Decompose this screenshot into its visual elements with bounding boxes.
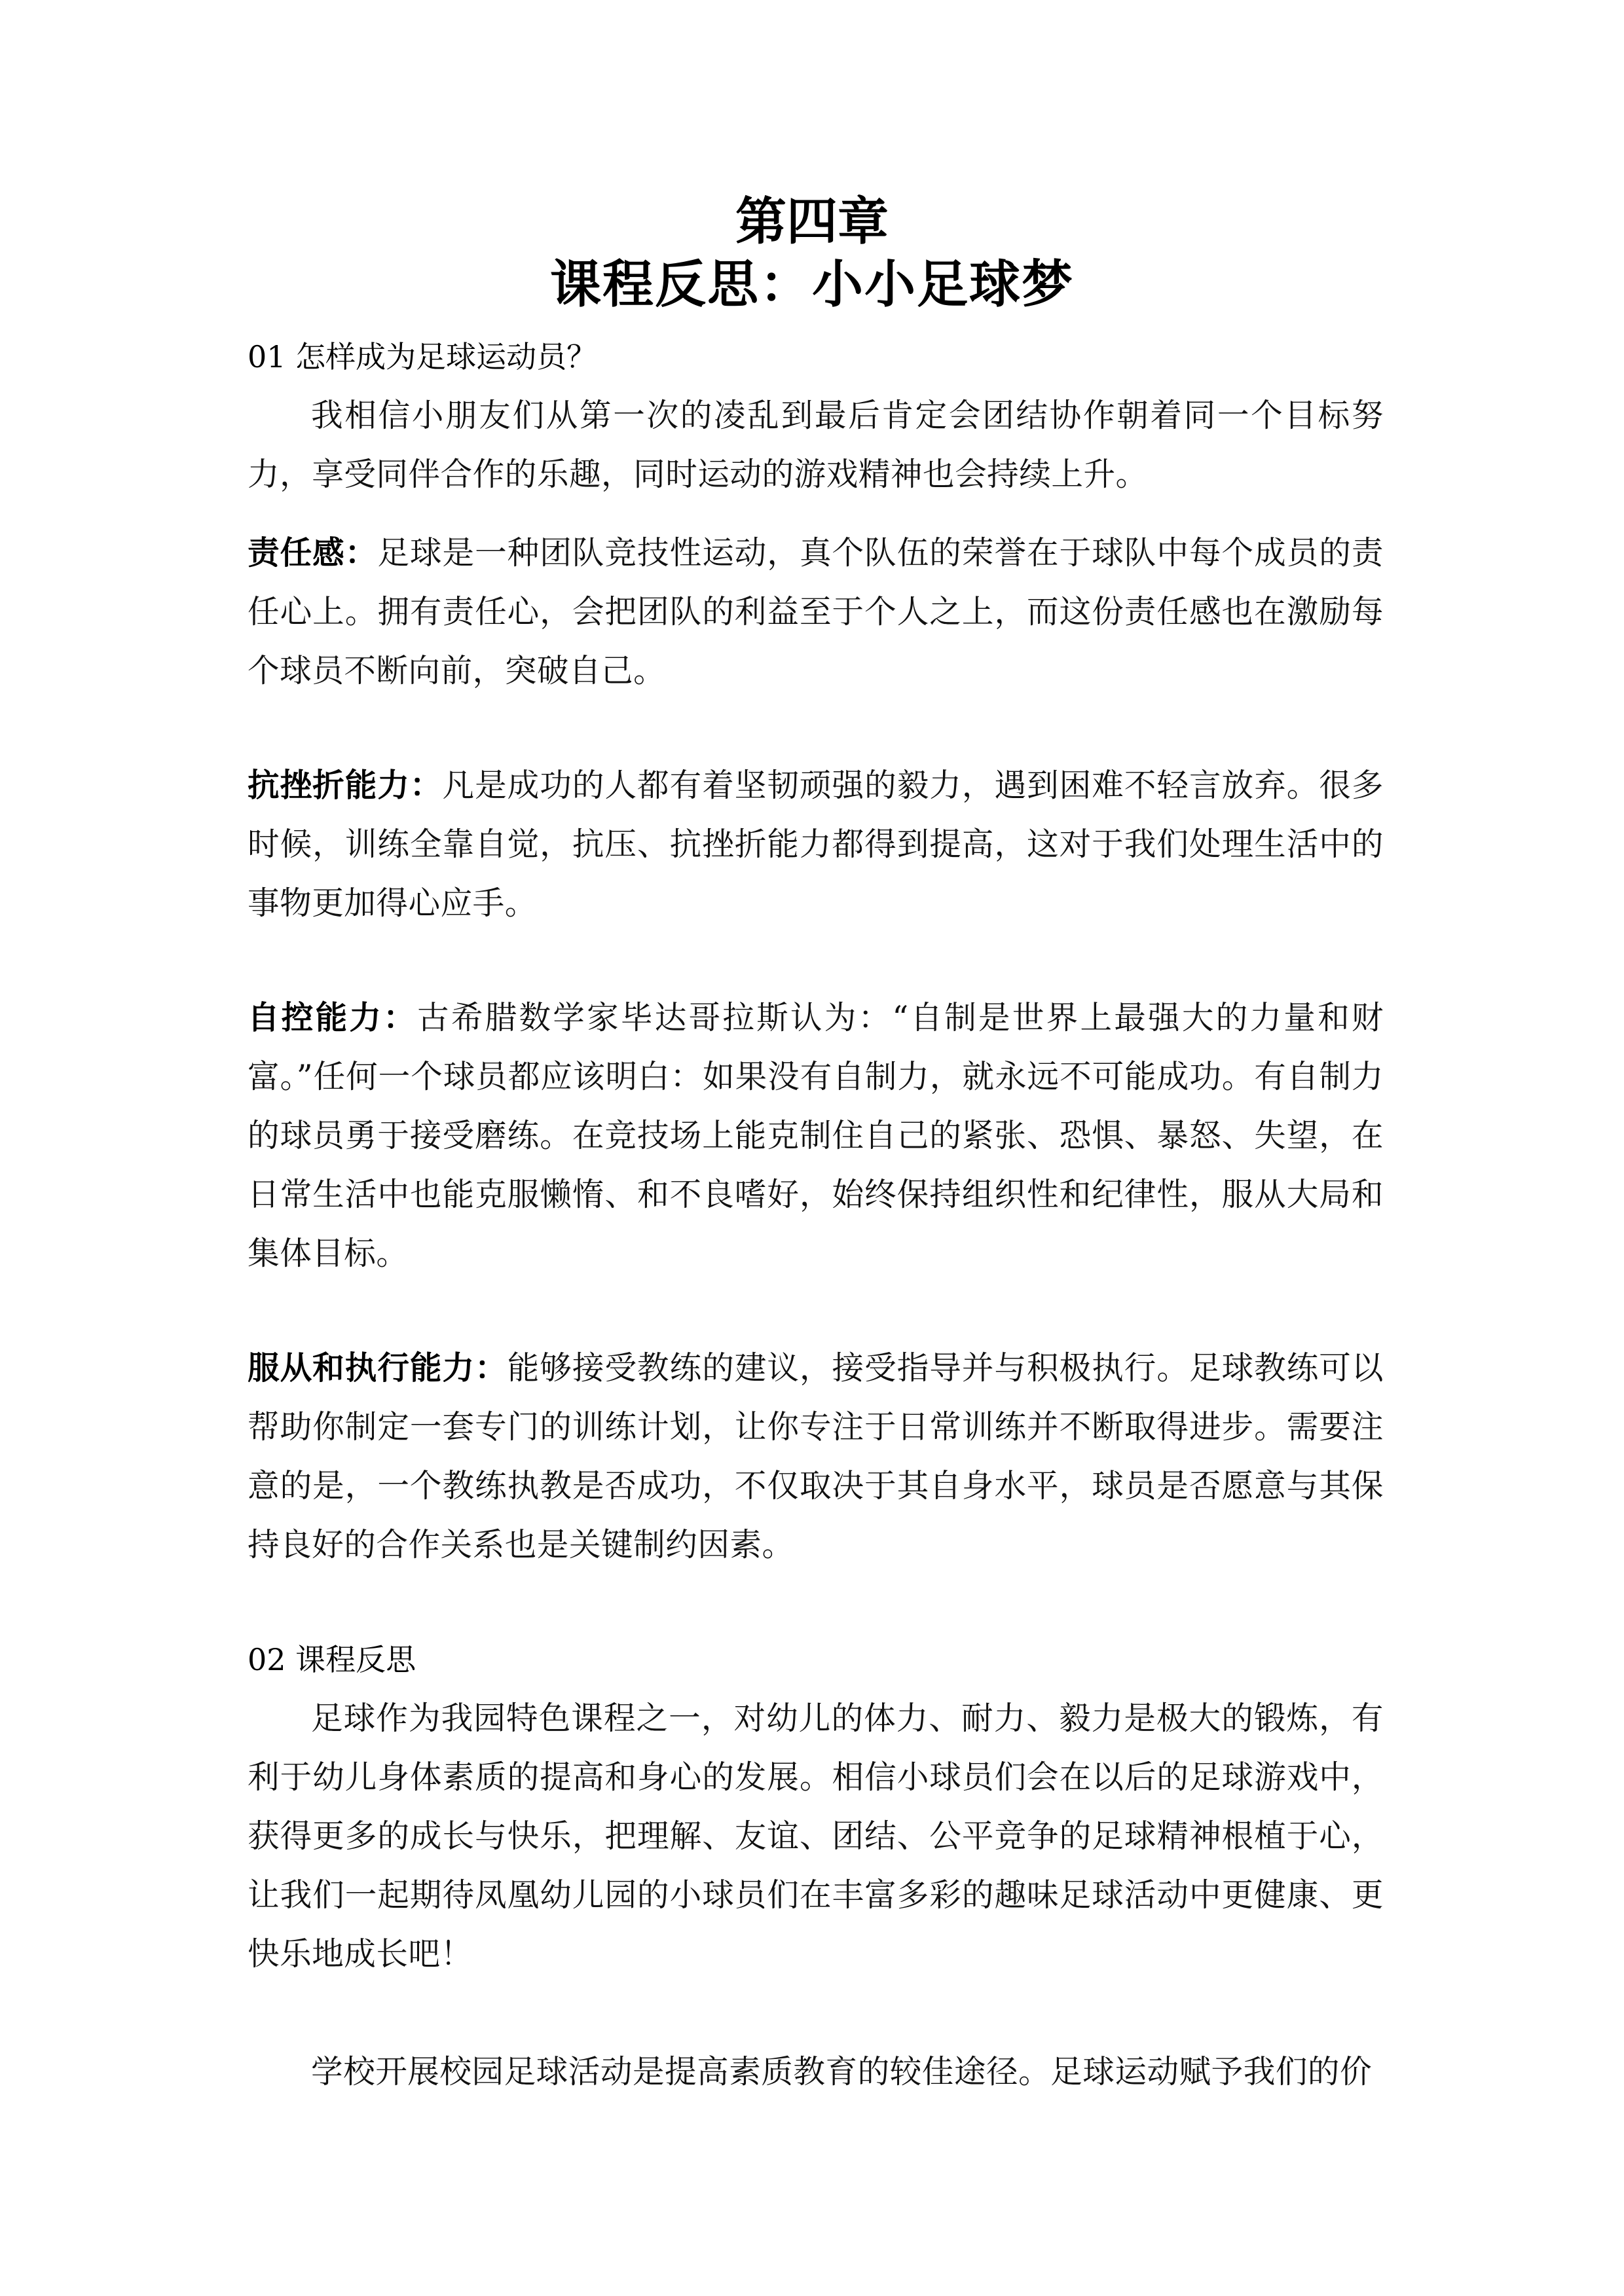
self-control-paragraph — [248, 989, 1384, 1283]
frustration-paragraph — [248, 756, 1384, 933]
responsibility-label: 责任感： — [248, 535, 378, 572]
self-control-text: 古希腊数学家毕达哥拉斯认为：“自制是世界上最强大的力量和财富。”任何一个球员都应该明白：如果没有自制力，就永远不可能成功。有自制力的球员勇于接受磨练。在竞技场上能克制住自己的紧张、恐惧、暴怒、失望，在日常生活中也能克服懒惰、和不良嗜好，始终保持组织性和纪律性，服从大局和集体目标。 — [248, 1000, 1384, 1272]
responsibility-text: 足球是一种团队竞技性运动，真个队伍的荣誉在于球队中每个成员的责任心上。拥有责任心，会把团队的利益至于个人之上，而这份责任感也在激励每个球员不断向前，突破自己。 — [248, 535, 1384, 689]
intro-paragraph: 我相信小朋友们从第一次的凌乱到最后肯定会团结协作朝着同一个目标努力，享受同伴合作的乐趣，同时运动的游戏精神也会持续上升。 — [248, 397, 1384, 493]
chapter-title: 第四章 — [735, 192, 889, 251]
obedience-label: 服从和执行能力： — [248, 1350, 507, 1387]
frustration-text: 凡是成功的人都有着坚韧顽强的毅力，遇到困难不轻言放弃。很多时候，训练全靠自觉，抗压、抗挫折能力都得到提高，这对于我们处理生活中的事物更加得心应手。 — [248, 767, 1384, 922]
school-paragraph: 学校开展校园足球活动是提高素质教育的较佳途径。足球运动赋予我们的价 — [311, 2054, 1373, 2090]
obedience-paragraph — [248, 1339, 1384, 1575]
reflection-paragraph: 足球作为我园特色课程之一，对幼儿的体力、耐力、毅力是极大的锻炼，有利于幼儿身体素质的提高和身心的发展。相信小球员们会在以后的足球游戏中，获得更多的成长与快乐，把理解、友谊、团结、公平竞争的足球精神根植于心，让我们一起期待凤凰幼儿园的小球员们在丰富多彩的趣味足球活动中更健康、更快乐地成长吧！ — [248, 1700, 1384, 1973]
section-heading-02: 02 课程反思 — [248, 1642, 416, 1677]
section-heading-01: 01 怎样成为足球运动员？ — [248, 339, 597, 374]
chapter-subtitle: 课程反思：小小足球梦 — [549, 255, 1074, 314]
responsibility-paragraph — [248, 524, 1384, 701]
self-control-label: 自控能力： — [248, 1000, 418, 1036]
obedience-text: 能够接受教练的建议，接受指导并与积极执行。足球教练可以帮助你制定一套专门的训练计划，让你专注于日常训练并不断取得进步。需要注意的是，一个教练执教是否成功，不仅取决于其自身水平，球员是否愿意与其保持良好的合作关系也是关键制约因素。 — [248, 1350, 1384, 1563]
frustration-label: 抗挫折能力： — [248, 767, 443, 804]
